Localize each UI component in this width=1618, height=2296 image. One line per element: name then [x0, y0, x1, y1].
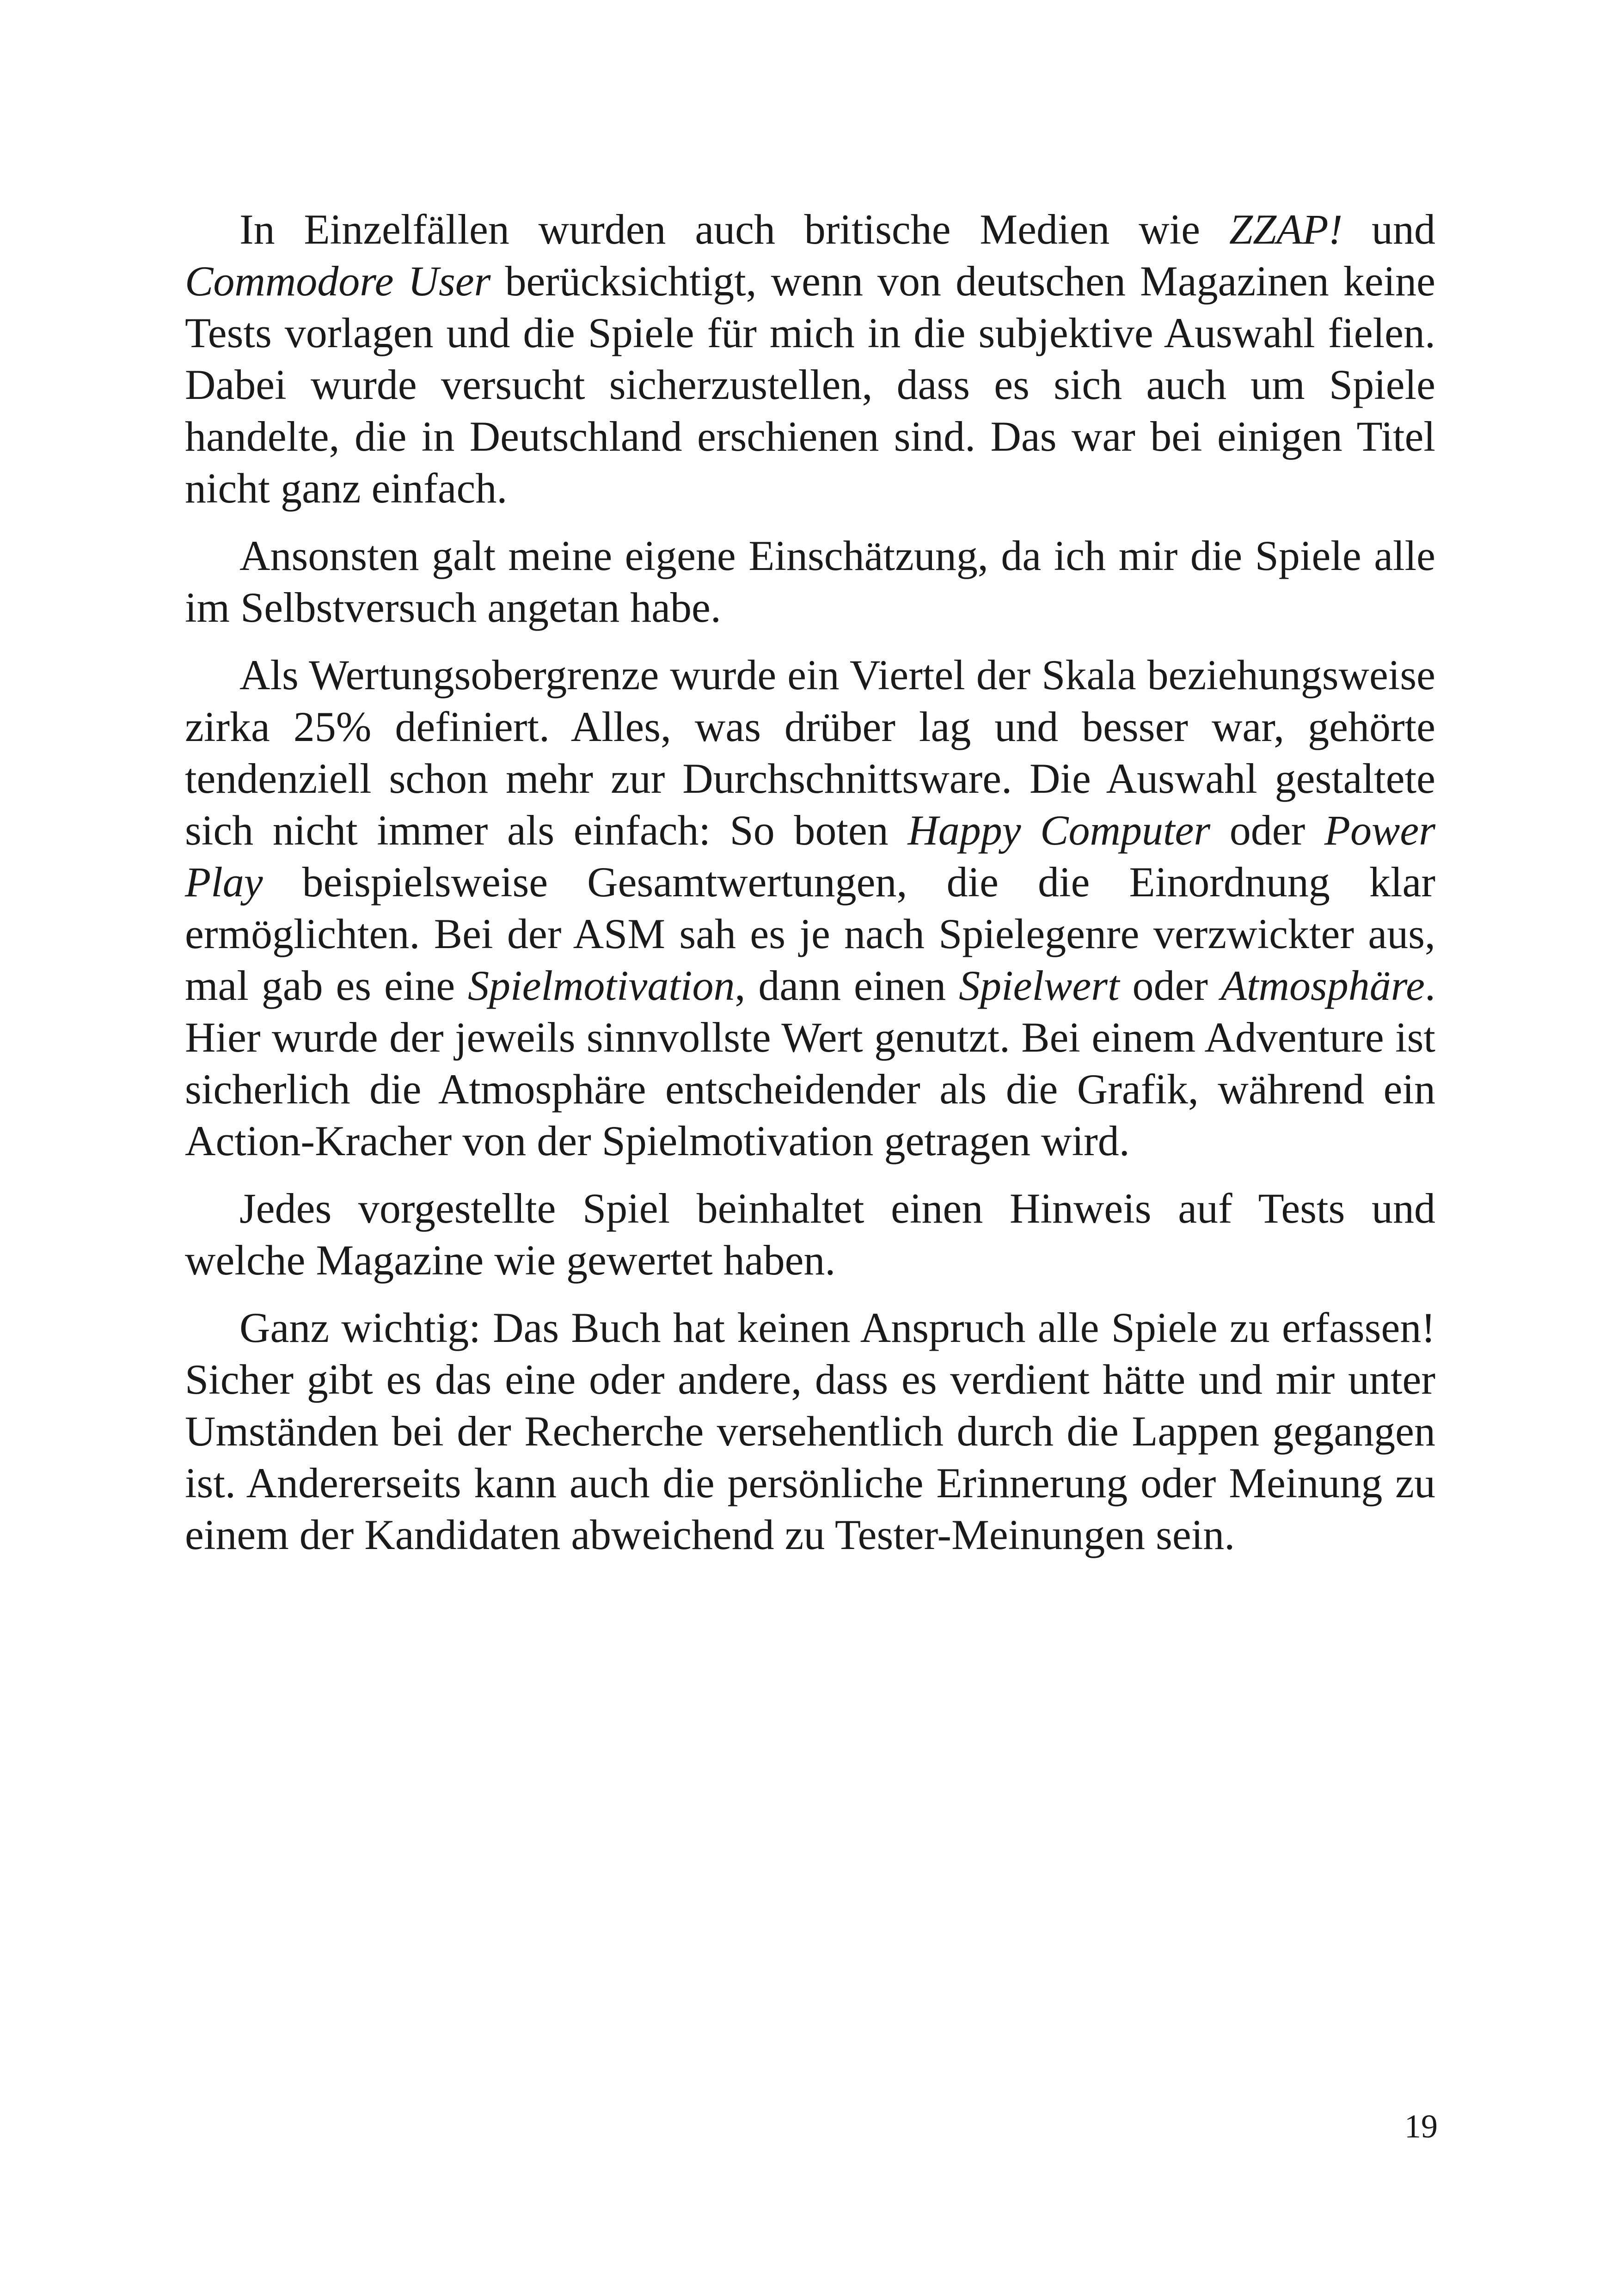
text-run: Als Wertungsobergrenze wurde ein Viertel der Skala beziehungsweise zirka 25% definiert. Alles, was drüber lag und besser war, gehörte tendenziell schon mehr zur Durchschnittsware. Die Auswahl gestaltete sich nicht immer als einfach: So boten: [185, 651, 1435, 854]
italic-title-text: Spielwert: [959, 962, 1120, 1009]
paragraph: [185, 1182, 1435, 1286]
text-run: In Einzelfällen wurden auch britische Medien wie: [239, 206, 1229, 253]
paragraph: [185, 530, 1435, 633]
text-run: oder: [1210, 807, 1324, 854]
italic-title-text: Commodore User: [185, 257, 491, 305]
italic-title-text: Power Play: [185, 807, 1435, 906]
text-run: . Hier wurde der jeweils sinnvollste Wert genutzt. Bei einem Adventure ist sicherlich die Atmosphäre entscheidender als die Grafik, während ein Action-Kracher von der Spielmotivation getragen wird.: [185, 962, 1435, 1164]
italic-title-text: Spielmotivation: [468, 962, 735, 1009]
paragraph: [185, 649, 1435, 1167]
text-run: Ganz wichtig: Das Buch hat keinen Anspruch alle Spiele zu erfassen! Sicher gibt es das eine oder andere, dass es verdient hätte und mir unter Umständen bei der Recherche versehentlich durch die Lappen gegangen ist. Andererseits kann auch die persönliche Erinnerung oder Meinung zu einem der Kandidaten abweichend zu Tester-Meinungen sein.: [185, 1304, 1435, 1558]
paragraph: [185, 203, 1435, 514]
text-run: und: [1342, 206, 1436, 253]
text-run: oder: [1119, 962, 1221, 1009]
text-run: Jedes vorgestellte Spiel beinhaltet einen Hinweis auf Tests und welche Magazine wie gewertet haben.: [185, 1185, 1435, 1284]
page-number: 19: [1404, 2108, 1438, 2145]
text-run: , dann einen: [735, 962, 959, 1009]
paragraph: [185, 1302, 1435, 1561]
italic-title-text: Happy Computer: [907, 807, 1211, 854]
italic-title-text: ZZAP!: [1229, 206, 1343, 253]
italic-title-text: Atmosphäre: [1220, 962, 1425, 1009]
body-text: [185, 203, 1435, 1576]
text-run: berücksichtigt, wenn von deutschen Magazinen keine Tests vorlagen und die Spiele für mich in die subjektive Auswahl fielen. Dabei wurde versucht sicherzustellen, dass es sich auch um Spiele handelte, die in Deutschland erschienen sind. Das war bei einigen Titel nicht ganz einfach.: [185, 257, 1436, 512]
text-run: beispielsweise Gesamtwertungen, die die Einordnung klar ermöglichten. Bei der ASM sah es je nach Spielegenre verzwickter aus, mal gab es eine: [185, 858, 1435, 1009]
text-run: Ansonsten galt meine eigene Einschätzung, da ich mir die Spiele alle im Selbstversuch angetan habe.: [185, 532, 1435, 631]
